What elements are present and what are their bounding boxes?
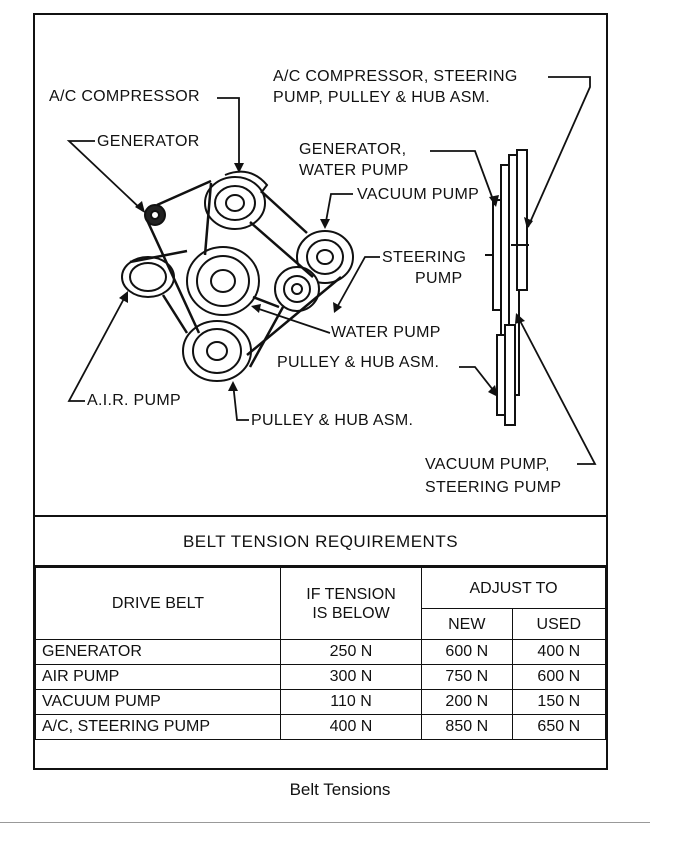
- table-row: [36, 690, 606, 715]
- ac-compressor-pulley: [205, 172, 267, 229]
- side-view-pulleys: [485, 150, 529, 425]
- label-steering-1: STEERING: [382, 249, 467, 266]
- label-vac-steering-1: VACUUM PUMP,: [425, 456, 550, 473]
- steering-pump-pulley: [275, 267, 319, 311]
- crank-pulley: [183, 321, 251, 381]
- header-adjust-to: ADJUST TO: [422, 568, 606, 609]
- label-steering-2: PUMP: [415, 270, 463, 287]
- cell-below: 300 N: [281, 665, 422, 690]
- table-header-row: [36, 568, 606, 609]
- header-new: NEW: [422, 609, 513, 640]
- figure-frame: [33, 13, 608, 770]
- table-row: [36, 715, 606, 740]
- label-ac-steering-2: PUMP, PULLEY & HUB ASM.: [273, 89, 491, 106]
- header-if-tension: [281, 568, 422, 640]
- cell-belt: A/C, STEERING PUMP: [36, 715, 281, 740]
- cell-used: 600 N: [512, 665, 605, 690]
- label-gen-water-1: GENERATOR,: [299, 141, 407, 158]
- figure-caption: Belt Tensions: [289, 780, 391, 799]
- belt-tension-table: [35, 567, 606, 740]
- label-air-pump: A.I.R. PUMP: [87, 392, 181, 409]
- label-ac-compressor: A/C COMPRESSOR: [49, 88, 200, 105]
- cell-new: 200 N: [422, 690, 513, 715]
- cell-belt: GENERATOR: [36, 640, 281, 665]
- table-row: [36, 665, 606, 690]
- cell-used: 150 N: [512, 690, 605, 715]
- label-generator: GENERATOR: [97, 133, 200, 150]
- label-vac-steering-2: STEERING PUMP: [425, 479, 562, 496]
- label-pulley-hub-bottom: PULLEY & HUB ASM.: [251, 412, 414, 429]
- label-vacuum-pump: VACUUM PUMP: [357, 186, 480, 203]
- cell-below: 250 N: [281, 640, 422, 665]
- cell-new: 850 N: [422, 715, 513, 740]
- label-pulley-hub-right: PULLEY & HUB ASM.: [277, 354, 440, 371]
- cell-belt: AIR PUMP: [36, 665, 281, 690]
- label-gen-water-2: WATER PUMP: [299, 162, 409, 179]
- label-water-pump: WATER PUMP: [331, 324, 441, 341]
- divider: [0, 822, 650, 823]
- header-if-tension-line1: IF TENSION: [306, 585, 396, 603]
- water-pump-pulley: [187, 247, 259, 315]
- cell-belt: VACUUM PUMP: [36, 690, 281, 715]
- header-drive-belt: DRIVE BELT: [36, 568, 281, 640]
- table-title: BELT TENSION REQUIREMENTS: [35, 515, 606, 567]
- label-ac-steering-1: A/C COMPRESSOR, STEERING: [273, 68, 518, 85]
- cell-below: 400 N: [281, 715, 422, 740]
- cell-used: 400 N: [512, 640, 605, 665]
- cell-used: 650 N: [512, 715, 605, 740]
- table-row: [36, 640, 606, 665]
- belt-diagram: [35, 15, 606, 515]
- header-if-tension-line2: IS BELOW: [312, 604, 390, 622]
- cell-new: 750 N: [422, 665, 513, 690]
- cell-new: 600 N: [422, 640, 513, 665]
- header-used: USED: [512, 609, 605, 640]
- cell-below: 110 N: [281, 690, 422, 715]
